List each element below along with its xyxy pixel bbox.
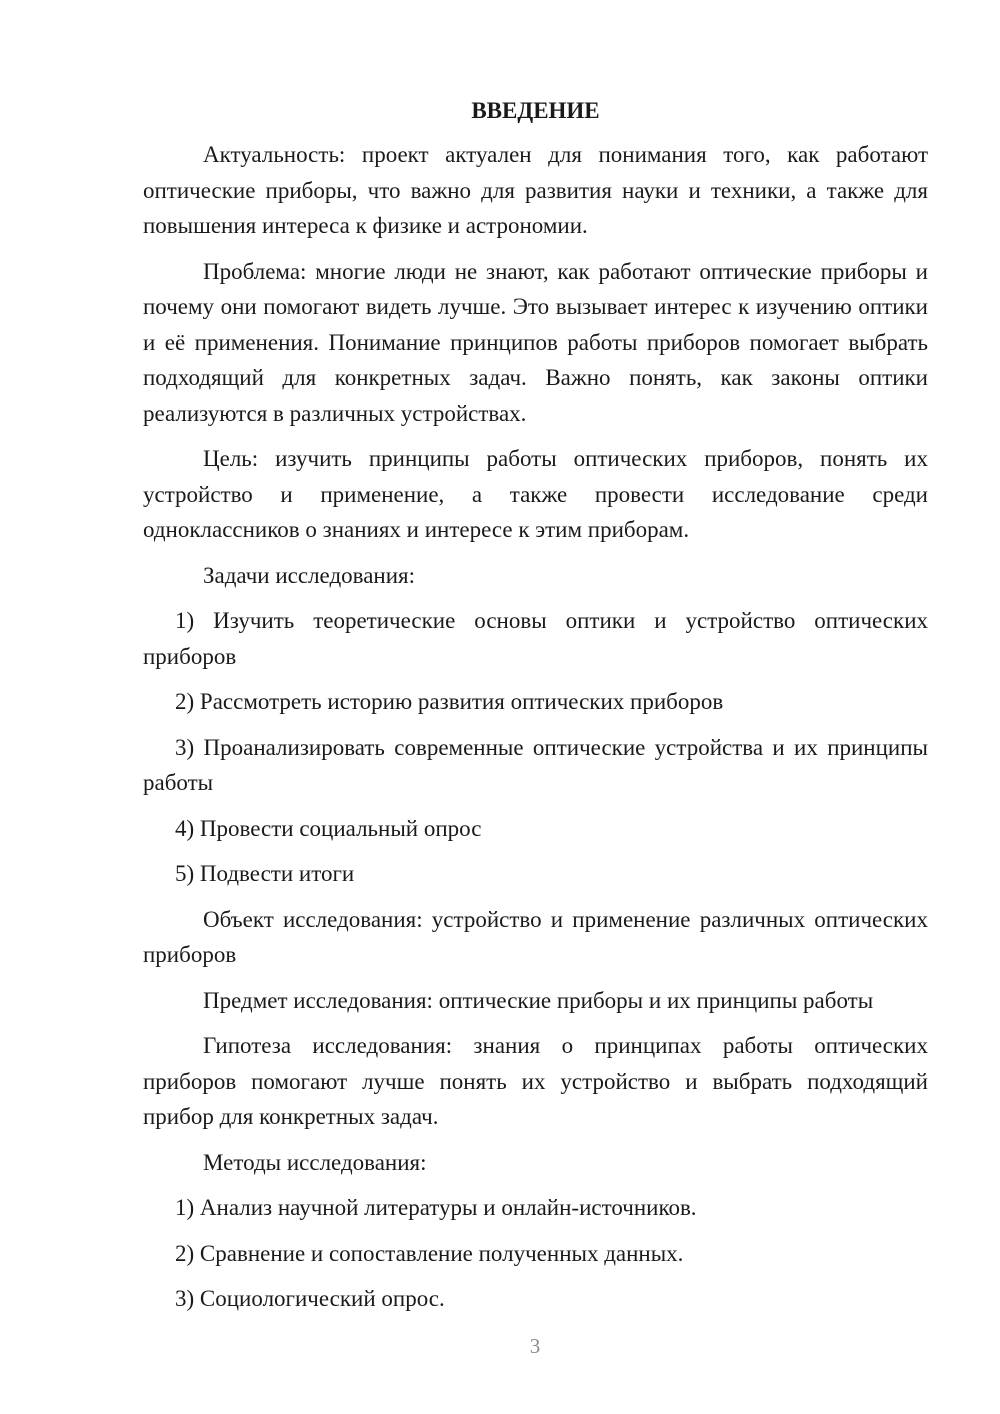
- task-item-1: 1) Изучить теоретические основы оптики и устройство оптических приборов: [143, 608, 928, 669]
- method-item-1: 1) Анализ научной литературы и онлайн-источников.: [175, 1195, 697, 1220]
- methods-heading: Методы исследования:: [203, 1149, 427, 1175]
- subject-paragraph: Предмет исследования: оптические приборы и их принципы работы: [203, 987, 874, 1013]
- task-item-3: 3) Проанализировать современные оптические устройства и их принципы работы: [143, 734, 928, 795]
- page-number: 3: [529, 1334, 541, 1358]
- tasks-heading: Задачи исследования:: [203, 562, 416, 588]
- hypothesis-paragraph: Гипотеза исследования: знания о принципах работы оптических приборов помогают лучше понять их устройство и выбрать подходящий прибор для конкретных задач.: [143, 1033, 928, 1129]
- problem-paragraph: Проблема: многие люди не знают, как работают оптические приборы и почему они помогают видеть лучше. Это вызывает интерес к изучению оптики и её применения. Понимание принципов работы приборов помогает выбрать подходящий для конкретных задач. Важно понять, как законы оптики реализуются в различных устройствах.: [143, 258, 928, 426]
- task-item-4: 4) Провести социальный опрос: [175, 815, 482, 841]
- task-item-2: 2) Рассмотреть историю развития оптических приборов: [175, 689, 724, 714]
- object-paragraph: Объект исследования: устройство и применение различных оптических приборов: [143, 906, 928, 967]
- page-title: ВВЕДЕНИЕ: [471, 98, 600, 123]
- method-item-3: 3) Социологический опрос.: [175, 1286, 445, 1311]
- document-page: [143, 93, 928, 1317]
- goal-paragraph: Цель: изучить принципы работы оптических приборов, понять их устройство и применение, а также провести исследование среди одноклассников о знаниях и интересе к этим приборам.: [143, 446, 928, 542]
- method-item-2: 2) Сравнение и сопоставление полученных данных.: [175, 1240, 684, 1266]
- relevance-paragraph: Актуальность: проект актуален для понимания того, как работают оптические приборы, что важно для развития науки и техники, а также для повышения интереса к физике и астрономии.: [143, 142, 928, 238]
- task-item-5: 5) Подвести итоги: [175, 861, 355, 886]
